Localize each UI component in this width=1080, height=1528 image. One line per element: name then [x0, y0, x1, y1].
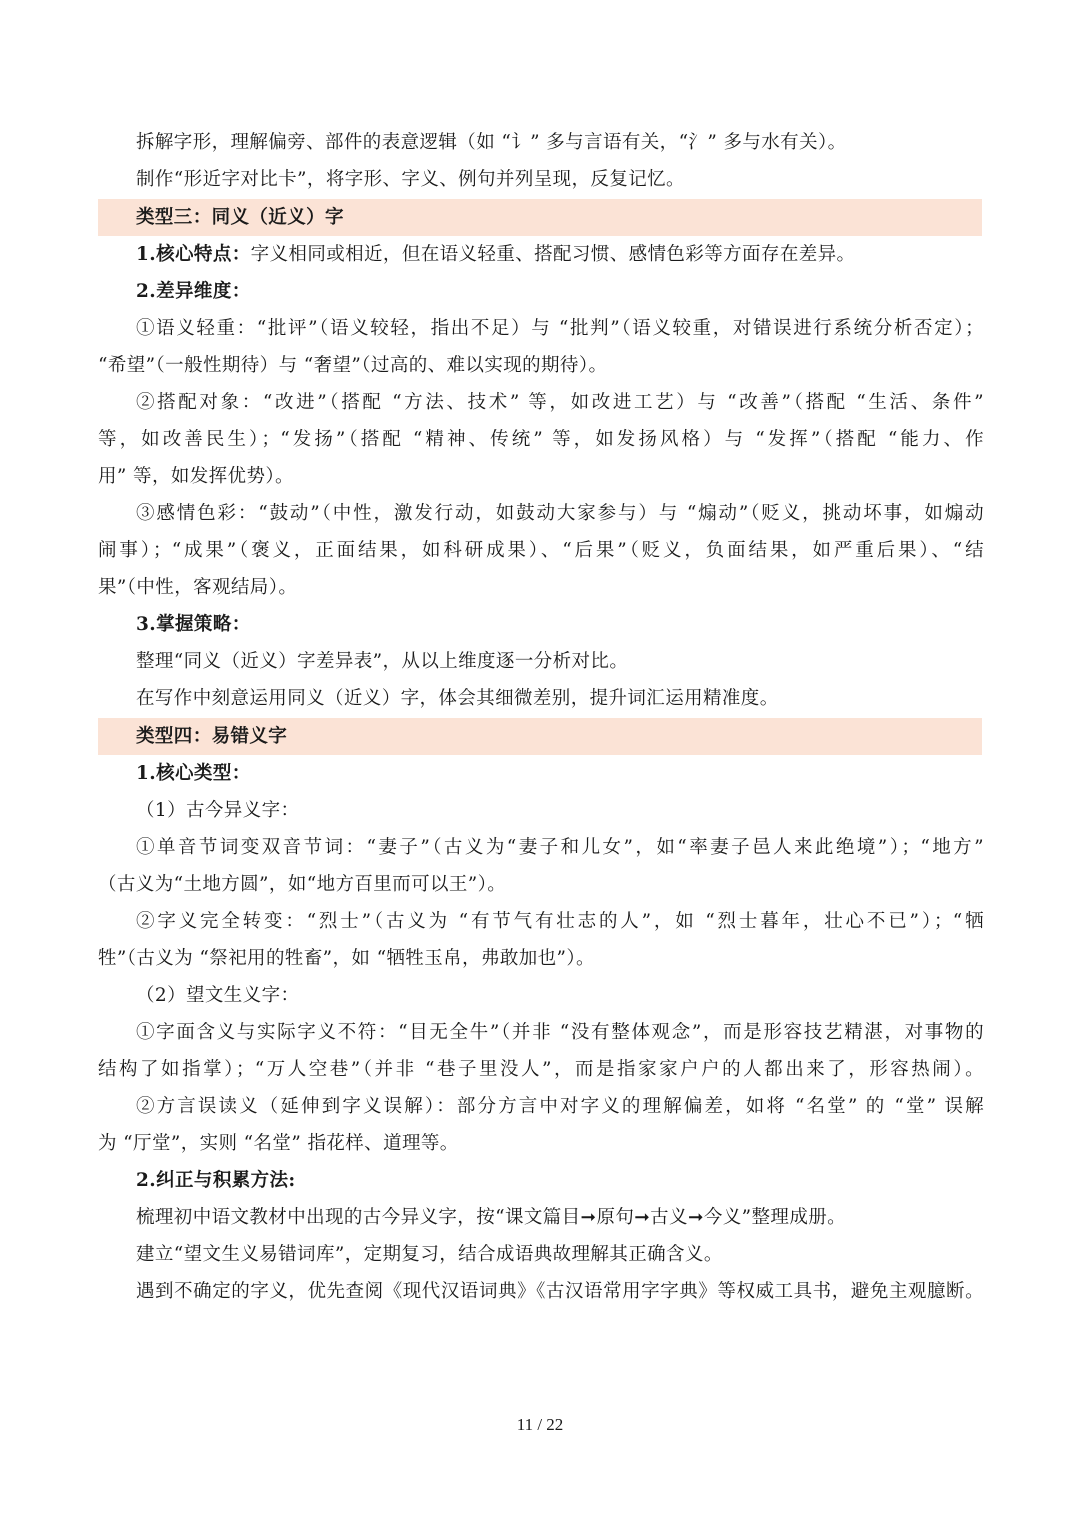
- paragraph-line: 拆解字形，理解偏旁、部件的表意逻辑（如 “讠” 多与言语有关，“氵” 多与水有关）。: [136, 132, 847, 153]
- section-heading-type3: [98, 199, 982, 236]
- paragraph-line: ①单音节词变双音节词：“妻子”（古义为“妻子和儿女”，如“率妻子邑人来此绝境”）；“地方”: [136, 837, 984, 858]
- subheading-text: 1.核心类型：: [136, 763, 251, 784]
- paragraph-line: （1）古今异义字：: [136, 800, 300, 821]
- section-heading-type4: [98, 718, 982, 755]
- paragraph-line: （2）望文生义字：: [136, 985, 300, 1006]
- subheading: [136, 755, 984, 792]
- paragraph-line: 建立“望文生义易错词库”，定期复习，结合成语典故理解其正确含义。: [136, 1244, 723, 1265]
- paragraph-line: 整理“同义（近义）字差异表”，从以上维度逐一分析对比。: [136, 651, 629, 672]
- paragraph-text: 字义相同或相近，但在语义轻重、搭配习惯、感情色彩等方面存在差异。: [250, 244, 856, 265]
- paragraph-line: ②方言误读义（延伸到字义误解）：部分方言中对字义的理解偏差，如将 “名堂” 的 “堂” 误解: [136, 1096, 984, 1117]
- subheading-text: 3.掌握策略：: [136, 614, 251, 635]
- paragraph-line: 在写作中刻意运用同义（近义）字，体会其细微差别，提升词汇运用精准度。: [136, 688, 779, 709]
- subheading: 1.核心特点：: [136, 244, 251, 265]
- paragraph-line: 闹事）；“成果”（褒义，正面结果，如科研成果）、“后果”（贬义，负面结果，如严重后果）、“结: [98, 540, 984, 561]
- paragraph-line: 牲”（古义为 “祭祀用的牲畜”，如 “牺牲玉帛，弗敢加也”）。: [98, 948, 595, 969]
- subheading: [136, 606, 984, 643]
- paragraph-line: 用” 等，如发挥优势）。: [98, 466, 294, 487]
- page-number: 11 / 22: [516, 1415, 564, 1434]
- subheading: [136, 1162, 984, 1199]
- paragraph-line: 制作“形近字对比卡”，将字形、字义、例句并列呈现，反复记忆。: [136, 169, 685, 190]
- paragraph-line: （古义为“土地方圆”，如“地方百里而可以王”）。: [98, 874, 507, 895]
- paragraph-line: ②搭配对象：“改进”（搭配 “方法、技术” 等，如改进工艺）与 “改善”（搭配 “生活、条件”: [136, 392, 984, 413]
- paragraph-line: [136, 236, 984, 273]
- paragraph-line: ③感情色彩：“鼓动”（中性，激发行动，如鼓动大家参与）与 “煽动”（贬义，挑动坏事，如煽动: [136, 503, 984, 524]
- section-heading-text: 类型三：同义（近义）字: [136, 207, 344, 228]
- paragraph-line: 结构了如指掌）；“万人空巷”（并非 “巷子里没人”，而是指家家户户的人都出来了，形容热闹）。: [98, 1059, 984, 1080]
- paragraph-line: “希望”（一般性期待）与 “奢望”（过高的、难以实现的期待）。: [98, 355, 608, 376]
- subheading-text: 2.差异维度：: [136, 281, 251, 302]
- paragraph-line: ②字义完全转变：“烈士”（古义为 “有节气有壮志的人”，如 “烈士暮年，壮心不已”）；“牺: [136, 911, 984, 932]
- paragraph-line: 梳理初中语文教材中出现的古今异义字，按“课文篇目➞原句➞古义➞今义”整理成册。: [136, 1207, 847, 1228]
- subheading: [136, 273, 984, 310]
- paragraph-line: 果”（中性，客观结局）。: [98, 577, 298, 598]
- paragraph-line: 遇到不确定的字义，优先查阅《现代汉语词典》《古汉语常用字字典》等权威工具书，避免主观臆断。: [136, 1281, 984, 1302]
- paragraph-line: ①字面含义与实际字义不符：“目无全牛”（并非 “没有整体观念”，而是形容技艺精湛，对事物的: [136, 1022, 984, 1043]
- paragraph-line: 为 “厅堂”，实则 “名堂” 指花样、道理等。: [98, 1133, 459, 1154]
- paragraph-line: 等，如改善民生）；“发扬”（搭配 “精神、传统” 等，如发扬风格）与 “发挥”（搭配 “能力、作: [98, 429, 984, 450]
- paragraph-line: ①语义轻重：“批评”（语义较轻，指出不足）与 “批判”（语义较重，对错误进行系统分析否定）；: [136, 318, 984, 339]
- subheading-text: 2.纠正与积累方法:: [136, 1170, 296, 1191]
- section-heading-text: 类型四：易错义字: [136, 726, 288, 747]
